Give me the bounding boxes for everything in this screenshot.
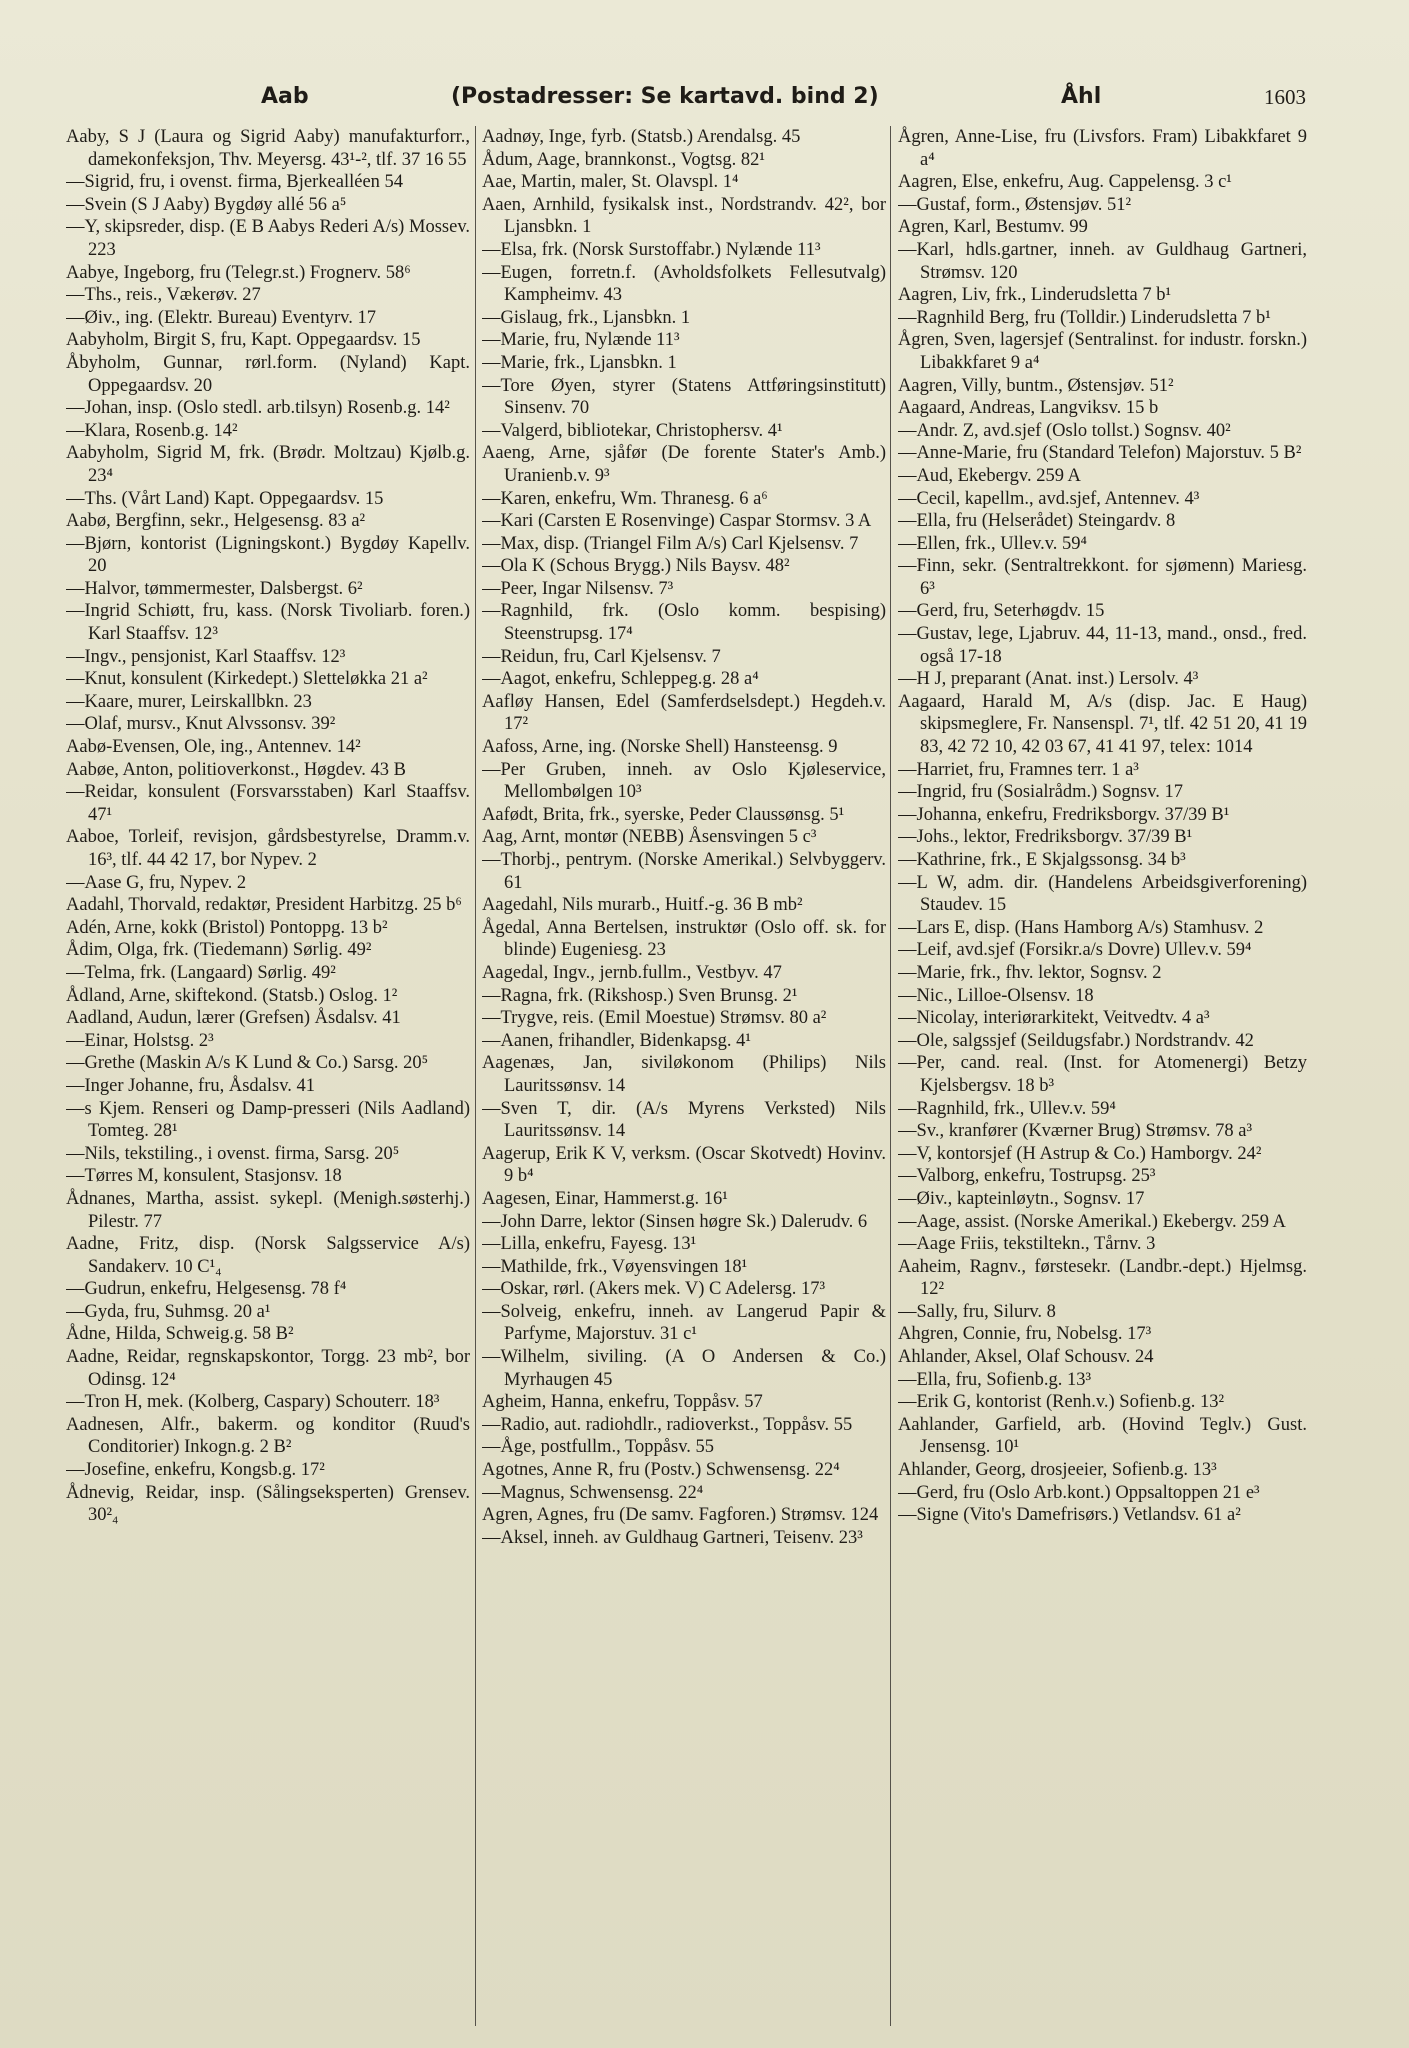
directory-entry: —Johan, insp. (Oslo stedl. arb.tilsyn) Rosenb.g. 14² (66, 398, 450, 419)
directory-entry: —Ella, fru, Sofienb.g. 13³ (898, 1369, 1092, 1390)
directory-entry: Aaheim, Ragnv., førstesekr. (Landbr.-dept.) Hjelmsg. 12² (898, 1256, 1307, 1300)
directory-entry: —Anne-Marie, fru (Standard Telefon) Majorstuv. 5 B² (898, 443, 1302, 464)
directory-entry: Ådne, Hilda, Schweig.g. 58 B² (66, 1324, 294, 1345)
directory-entry: —Aage, assist. (Norske Amerikal.) Ekebergv. 259 A (898, 1211, 1286, 1232)
directory-entry: —Aase G, fru, Nypev. 2 (66, 872, 247, 893)
directory-entry: Aagren, Liv, frk., Linderudsletta 7 b¹ (898, 285, 1172, 306)
directory-entry: —Gerd, fru (Oslo Arb.kont.) Oppsaltoppen 21 e³ (898, 1482, 1260, 1503)
directory-entry: —Finn, sekr. (Sentraltrekkont. for sjømenn) Mariesg. 6³ (898, 556, 1307, 599)
directory-entry: Åbyholm, Gunnar, rørl.form. (Nyland) Kapt. Oppegaardsv. 20 (66, 352, 470, 396)
directory-entry: Aafoss, Arne, ing. (Norske Shell) Hansteensg. 9 (482, 737, 838, 758)
directory-entry: Aadland, Audun, lærer (Grefsen) Åsdalsv. 41 (66, 1008, 401, 1029)
directory-entry: Agheim, Hanna, enkefru, Toppåsv. 57 (482, 1392, 763, 1413)
directory-entry: Aagren, Else, enkefru, Aug. Cappelensg. 3 c¹ (898, 172, 1232, 193)
directory-entry: —Øiv., kapteinløytn., Sognsv. 17 (898, 1188, 1145, 1209)
directory-entry: —Aanen, frihandler, Bidenkapsg. 4¹ (482, 1030, 751, 1051)
directory-entry: —Marie, fru, Nylænde 11³ (482, 330, 680, 351)
directory-entry: —Gustaf, form., Østensjøv. 51² (898, 194, 1132, 215)
directory-entry: Ågedal, Anna Bertelsen, instruktør (Oslo off. sk. for blinde) Eugeniesg. 23 (482, 917, 886, 961)
directory-entry: —Ragna, frk. (Rikshosp.) Sven Brunsg. 2¹ (482, 985, 798, 1006)
directory-entry: Aabø, Bergfinn, sekr., Helgesensg. 83 a² (66, 511, 366, 532)
directory-entry: Aaeng, Arne, sjåfør (De forente Stater's Amb.) Uranienb.v. 9³ (482, 443, 886, 486)
directory-entry: Aaen, Arnhild, fysikalsk inst., Nordstrandv. 42², bor Ljansbkn. 1 (482, 194, 886, 238)
directory-entry: —Svein (S J Aaby) Bygdøy allé 56 a⁵ (66, 194, 347, 215)
directory-entry: —s Kjem. Renseri og Damp-presseri (Nils Aadland) Tomteg. 28¹ (66, 1098, 470, 1142)
directory-entry: —Max, disp. (Triangel Film A/s) Carl Kjelsensv. 7 (482, 533, 859, 554)
directory-entry: —Signe (Vito's Damefrisørs.) Vetlandsv. 61 a² (898, 1505, 1241, 1526)
directory-entry: —Karl, hdls.gartner, inneh. av Guldhaug Gartneri, Strømsv. 120 (898, 239, 1307, 283)
directory-entry: —Oskar, rørl. (Akers mek. V) C Adelersg. 17³ (482, 1279, 826, 1300)
directory-entry: —Ths. (Vårt Land) Kapt. Oppegaardsv. 15 (66, 488, 384, 509)
directory-entry: —Mathilde, frk., Vøyensvingen 18¹ (482, 1256, 748, 1277)
directory-entry: —Wilhelm, siviling. (A O Andersen & Co.) Myrhaugen 45 (482, 1347, 886, 1390)
directory-entry: —Marie, frk., Ljansbkn. 1 (482, 352, 677, 373)
directory-entry: —Knut, konsulent (Kirkedept.) Sletteløkka 21 a² (66, 669, 428, 690)
directory-entry: —Kathrine, frk., E Skjalgssonsg. 34 b³ (898, 850, 1186, 870)
directory-entry: —Y, skipsreder, disp. (E B Aabys Rederi A/s) Mossev. 223 (66, 217, 470, 260)
directory-entry: —Gislaug, frk., Ljansbkn. 1 (482, 307, 691, 328)
directory-entry: —H J, preparant (Anat. inst.) Lersolv. 4³ (898, 669, 1199, 690)
directory-entry: Ågren, Anne-Lise, fru (Livsfors. Fram) Libakkfaret 9 a⁴ (898, 127, 1307, 170)
directory-entry: —Valgerd, bibliotekar, Christophersv. 4¹ (482, 420, 783, 441)
directory-entry: Aadne, Fritz, disp. (Norsk Salgsservice A/s) Sandakerv. 10 C¹₄ (66, 1234, 470, 1277)
directory-entry: —Ella, fru (Helserådet) Steingardv. 8 (898, 511, 1176, 532)
directory-entry: —Harriet, fru, Framnes terr. 1 a³ (898, 759, 1139, 780)
directory-entry: —Magnus, Schwensensg. 22⁴ (482, 1482, 704, 1503)
directory-entry: —Eugen, forretn.f. (Avholdsfolkets Fellesutvalg) Kampheimv. 43 (482, 262, 886, 306)
directory-entry: —Solveig, enkefru, inneh. av Langerud Papir & Parfyme, Majorstuv. 31 c¹ (482, 1301, 886, 1345)
directory-entry: —Ole, salgssjef (Seildugsfabr.) Nordstrandv. 42 (898, 1030, 1254, 1051)
directory-entry: Ågren, Sven, lagersjef (Sentralinst. for industr. forskn.) Libakkfaret 9 a⁴ (898, 330, 1307, 373)
directory-entry: —John Darre, lektor (Sinsen høgre Sk.) Dalerudv. 6 (482, 1211, 868, 1232)
directory-entry: —Inger Johanne, fru, Åsdalsv. 41 (66, 1075, 316, 1096)
header-right-guide-word: Åhl (1061, 84, 1102, 109)
directory-entry: —Halvor, tømmermester, Dalsbergst. 6² (66, 578, 363, 599)
directory-entry: Aaboe, Torleif, revisjon, gårdsbestyrelse, Dramm.v. 16³, tlf. 44 42 17, bor Nypev. 2 (66, 827, 470, 870)
directory-entry: Aadnøy, Inge, fyrb. (Statsb.) Arendalsg. 45 (482, 127, 801, 147)
directory-entry: —Aagot, enkefru, Schleppeg.g. 28 a⁴ (482, 669, 759, 690)
directory-entry: Aagerup, Erik K V, verksm. (Oscar Skotvedt) Hovinv. 9 b⁴ (482, 1143, 886, 1187)
directory-entry: Aagedahl, Nils murarb., Huitf.-g. 36 B mb² (482, 895, 803, 916)
directory-entry: —L W, adm. dir. (Handelens Arbeidsgiverforening) Staudev. 15 (898, 872, 1307, 916)
directory-entry: —Ragnhild, frk., Ullev.v. 59⁴ (898, 1098, 1116, 1119)
directory-entry: Aahlander, Garfield, arb. (Hovind Teglv.) Gust. Jensensg. 10¹ (898, 1414, 1307, 1458)
directory-entry: —Thorbj., pentrym. (Norske Amerikal.) Selvbyggerv. 61 (482, 850, 886, 893)
directory-entry: —Sigrid, fru, i ovenst. firma, Bjerkealléen 54 (66, 172, 404, 193)
directory-entry: —Marie, frk., fhv. lektor, Sognsv. 2 (898, 962, 1162, 983)
directory-entry: Agotnes, Anne R, fru (Postv.) Schwensensg. 22⁴ (482, 1460, 840, 1481)
directory-entry: —Aud, Ekebergv. 259 A (898, 465, 1081, 486)
directory-entry: Aabø-Evensen, Ole, ing., Antennev. 14² (66, 737, 361, 758)
directory-entry: —Cecil, kapellm., avd.sjef, Antennev. 4³ (898, 488, 1200, 509)
directory-entry: Aagenæs, Jan, siviløkonom (Philips) Nils Lauritssønsv. 14 (482, 1053, 886, 1096)
directory-entry: Ådland, Arne, skiftekond. (Statsb.) Oslog. 1² (66, 985, 398, 1006)
directory-entry: Ådnevig, Reidar, insp. (Sålingseksperten) Grensev. 30²₄ (66, 1482, 470, 1526)
directory-entry: —Åge, postfullm., Toppåsv. 55 (482, 1437, 714, 1458)
directory-columns (66, 126, 1307, 2026)
directory-entry: —Gerd, fru, Seterhøgdv. 15 (898, 601, 1105, 622)
directory-entry: Adén, Arne, kokk (Bristol) Pontoppg. 13 b² (66, 917, 388, 938)
directory-entry: —Erik G, kontorist (Renh.v.) Sofienb.g. 13² (898, 1392, 1225, 1413)
directory-entry: Aae, Martin, maler, St. Olavspl. 1⁴ (482, 172, 739, 193)
directory-entry: Aabyholm, Sigrid M, frk. (Brødr. Moltzau) Kjølb.g. 23⁴ (66, 443, 470, 486)
column-divider (475, 126, 476, 2026)
directory-entry: Aabye, Ingeborg, fru (Telegr.st.) Frognerv. 58⁶ (66, 262, 411, 283)
directory-entry: —Aksel, inneh. av Guldhaug Gartneri, Teisenv. 23³ (482, 1527, 863, 1548)
directory-entry: Ahgren, Connie, fru, Nobelsg. 17³ (898, 1324, 1152, 1345)
directory-entry: —Kaare, murer, Leirskallbkn. 23 (66, 691, 312, 712)
column-divider (890, 126, 891, 2026)
directory-entry: —Lilla, enkefru, Fayesg. 13¹ (482, 1234, 697, 1255)
directory-entry: —Kari (Carsten E Rosenvinge) Caspar Stormsv. 3 A (482, 511, 872, 532)
directory-entry: Aagedal, Ingv., jernb.fullm., Vestbyv. 47 (482, 962, 782, 983)
directory-entry: —Sally, fru, Silurv. 8 (898, 1301, 1056, 1322)
directory-entry: —Ragnhild, frk. (Oslo komm. bespising) Steenstrupsg. 17⁴ (482, 601, 886, 645)
directory-entry: —Ths., reis., Vækerøv. 27 (66, 285, 261, 306)
directory-entry: —Sv., kranfører (Kværner Brug) Strømsv. 78 a³ (898, 1121, 1253, 1142)
directory-entry: —Ola K (Schous Brygg.) Nils Baysv. 48² (482, 556, 790, 577)
directory-entry: Aadahl, Thorvald, redaktør, President Harbitzg. 25 b⁶ (66, 895, 462, 916)
column-1 (66, 126, 470, 2026)
directory-entry: —Johs., lektor, Fredriksborgv. 37/39 B¹ (898, 827, 1193, 848)
directory-entry: —Øiv., ing. (Elektr. Bureau) Eventyrv. 17 (66, 307, 376, 328)
directory-entry: Aagaard, Andreas, Langviksv. 15 b (898, 398, 1159, 419)
directory-entry: —Gyda, fru, Suhmsg. 20 a¹ (66, 1301, 271, 1322)
column-2 (482, 126, 886, 2026)
directory-entry: —Ingrid Schiøtt, fru, kass. (Norsk Tivoliarb. foren.) Karl Staaffsv. 12³ (66, 601, 470, 645)
directory-entry: Aabyholm, Birgit S, fru, Kapt. Oppegaardsv. 15 (66, 330, 421, 351)
directory-entry: Ahlander, Aksel, Olaf Schousv. 24 (898, 1347, 1154, 1368)
directory-entry: Ådim, Olga, frk. (Tiedemann) Sørlig. 49² (66, 940, 372, 961)
directory-entry: Aagaard, Harald M, A/s (disp. Jac. E Haug) skipsmeglere, Fr. Nansenspl. 7¹, tlf. 42 51 20, 41 19 83, 42 72 10, 42 03 67, 41 41 97, telex: 1014 (898, 691, 1307, 758)
directory-entry: Aagren, Villy, buntm., Østensjøv. 51² (898, 375, 1174, 396)
directory-entry: —Lars E, disp. (Hans Hamborg A/s) Stamhusv. 2 (898, 917, 1264, 938)
directory-entry: —Reidun, fru, Carl Kjelsensv. 7 (482, 646, 721, 667)
directory-entry: —Johanna, enkefru, Fredriksborgv. 37/39 B¹ (898, 804, 1230, 825)
directory-entry: Aafløy Hansen, Edel (Samferdselsdept.) Hegdeh.v. 17² (482, 691, 886, 735)
directory-entry: —Gustav, lege, Ljabruv. 44, 11-13, mand., onsd., fred. også 17-18 (898, 624, 1307, 667)
directory-entry: Agren, Karl, Bestumv. 99 (898, 217, 1088, 238)
directory-entry: —Aage Friis, tekstiltekn., Tårnv. 3 (898, 1234, 1156, 1255)
directory-entry: —Andr. Z, avd.sjef (Oslo tollst.) Sognsv. 40² (898, 420, 1231, 441)
directory-entry: Aadnesen, Alfr., bakerm. og konditor (Ruud's Conditorier) Inkogn.g. 2 B² (66, 1414, 470, 1458)
directory-entry: —Per, cand. real. (Inst. for Atomenergi) Betzy Kjelsbergsv. 18 b³ (898, 1053, 1307, 1096)
directory-entry: —Peer, Ingar Nilsensv. 7³ (482, 578, 674, 599)
directory-entry: —Telma, frk. (Langaard) Sørlig. 49² (66, 962, 336, 983)
directory-entry: —Nils, tekstiling., i ovenst. firma, Sarsg. 20⁵ (66, 1143, 400, 1164)
directory-entry: —Radio, aut. radiohdlr., radioverkst., Toppåsv. 55 (482, 1414, 853, 1435)
directory-entry: —Nicolay, interiørarkitekt, Veitvedtv. 4 a³ (898, 1008, 1210, 1029)
directory-entry: —Reidar, konsulent (Forsvarsstaben) Karl Staaffsv. 47¹ (66, 782, 470, 825)
directory-entry: —Sven T, dir. (A/s Myrens Verksted) Nils Lauritssønsv. 14 (482, 1098, 886, 1142)
directory-entry: Aagesen, Einar, Hammerst.g. 16¹ (482, 1188, 728, 1209)
directory-entry: Aag, Arnt, montør (NEBB) Åsensvingen 5 c³ (482, 827, 817, 848)
directory-entry: —Nic., Lilloe-Olsensv. 18 (898, 985, 1094, 1006)
directory-entry: —Tørres M, konsulent, Stasjonsv. 18 (66, 1166, 342, 1187)
directory-entry: Ådnanes, Martha, assist. sykepl. (Menigh.søsterhj.) Pilestr. 77 (66, 1188, 470, 1232)
directory-entry: —V, kontorsjef (H Astrup & Co.) Hamborgv. 24² (898, 1143, 1262, 1164)
page-number: 1603 (1264, 85, 1306, 109)
directory-entry: —Tore Øyen, styrer (Statens Attføringsinstitutt) Sinsenv. 70 (482, 375, 886, 419)
directory-entry: Ådum, Aage, brannkonst., Vogtsg. 82¹ (482, 149, 765, 170)
directory-entry: —Klara, Rosenb.g. 14² (66, 420, 238, 441)
directory-entry: Aabøe, Anton, politioverkonst., Høgdev. 43 B (66, 759, 406, 780)
header-left-guide-word: Aab (261, 84, 309, 109)
directory-entry: Aafødt, Brita, frk., syerske, Peder Claussønsg. 5¹ (482, 804, 845, 825)
header-center-note: (Postadresser: Se kartavd. bind 2) (451, 84, 879, 109)
directory-entry: —Gudrun, enkefru, Helgesensg. 78 f⁴ (66, 1279, 347, 1300)
directory-entry: —Per Gruben, inneh. av Oslo Kjøleservice, Mellombølgen 10³ (482, 759, 886, 803)
directory-entry: Ahlander, Georg, drosjeeier, Sofienb.g. 13³ (898, 1460, 1217, 1481)
column-3 (898, 126, 1307, 2026)
directory-entry: —Leif, avd.sjef (Forsikr.a/s Dovre) Ullev.v. 59⁴ (898, 940, 1252, 961)
directory-entry: Agren, Agnes, fru (De samv. Fagforen.) Strømsv. 124 (482, 1505, 879, 1526)
directory-entry: Aadne, Reidar, regnskapskontor, Torgg. 23 mb², bor Odinsg. 12⁴ (66, 1347, 470, 1390)
directory-entry: —Ellen, frk., Ullev.v. 59⁴ (898, 533, 1088, 554)
directory-entry: —Elsa, frk. (Norsk Surstoffabr.) Nylænde 11³ (482, 239, 821, 260)
directory-entry: —Karen, enkefru, Wm. Thranesg. 6 a⁶ (482, 488, 768, 509)
directory-entry: —Trygve, reis. (Emil Moestue) Strømsv. 80 a² (482, 1008, 827, 1029)
directory-entry: —Valborg, enkefru, Tostrupsg. 25³ (898, 1166, 1156, 1187)
directory-entry: —Einar, Holstsg. 2³ (66, 1030, 214, 1051)
directory-entry: —Ragnhild Berg, fru (Tolldir.) Linderudsletta 7 b¹ (898, 307, 1271, 328)
page-header (66, 80, 1306, 114)
directory-entry: —Olaf, mursv., Knut Alvssonsv. 39² (66, 714, 336, 735)
directory-entry: Aaby, S J (Laura og Sigrid Aaby) manufakturforr., damekonfeksjon, Thv. Meyersg. 43¹-², tlf. 37 16 55 (66, 127, 470, 170)
directory-entry: —Tron H, mek. (Kolberg, Caspary) Schouterr. 18³ (66, 1392, 440, 1413)
directory-entry: —Bjørn, kontorist (Ligningskont.) Bygdøy Kapellv. 20 (66, 533, 470, 577)
directory-entry: —Josefine, enkefru, Kongsb.g. 17² (66, 1460, 325, 1481)
directory-entry: —Ingv., pensjonist, Karl Staaffsv. 12³ (66, 646, 346, 667)
directory-entry: —Ingrid, fru (Sosialrådm.) Sognsv. 17 (898, 782, 1184, 803)
directory-entry: —Grethe (Maskin A/s K Lund & Co.) Sarsg. 20⁵ (66, 1053, 429, 1074)
